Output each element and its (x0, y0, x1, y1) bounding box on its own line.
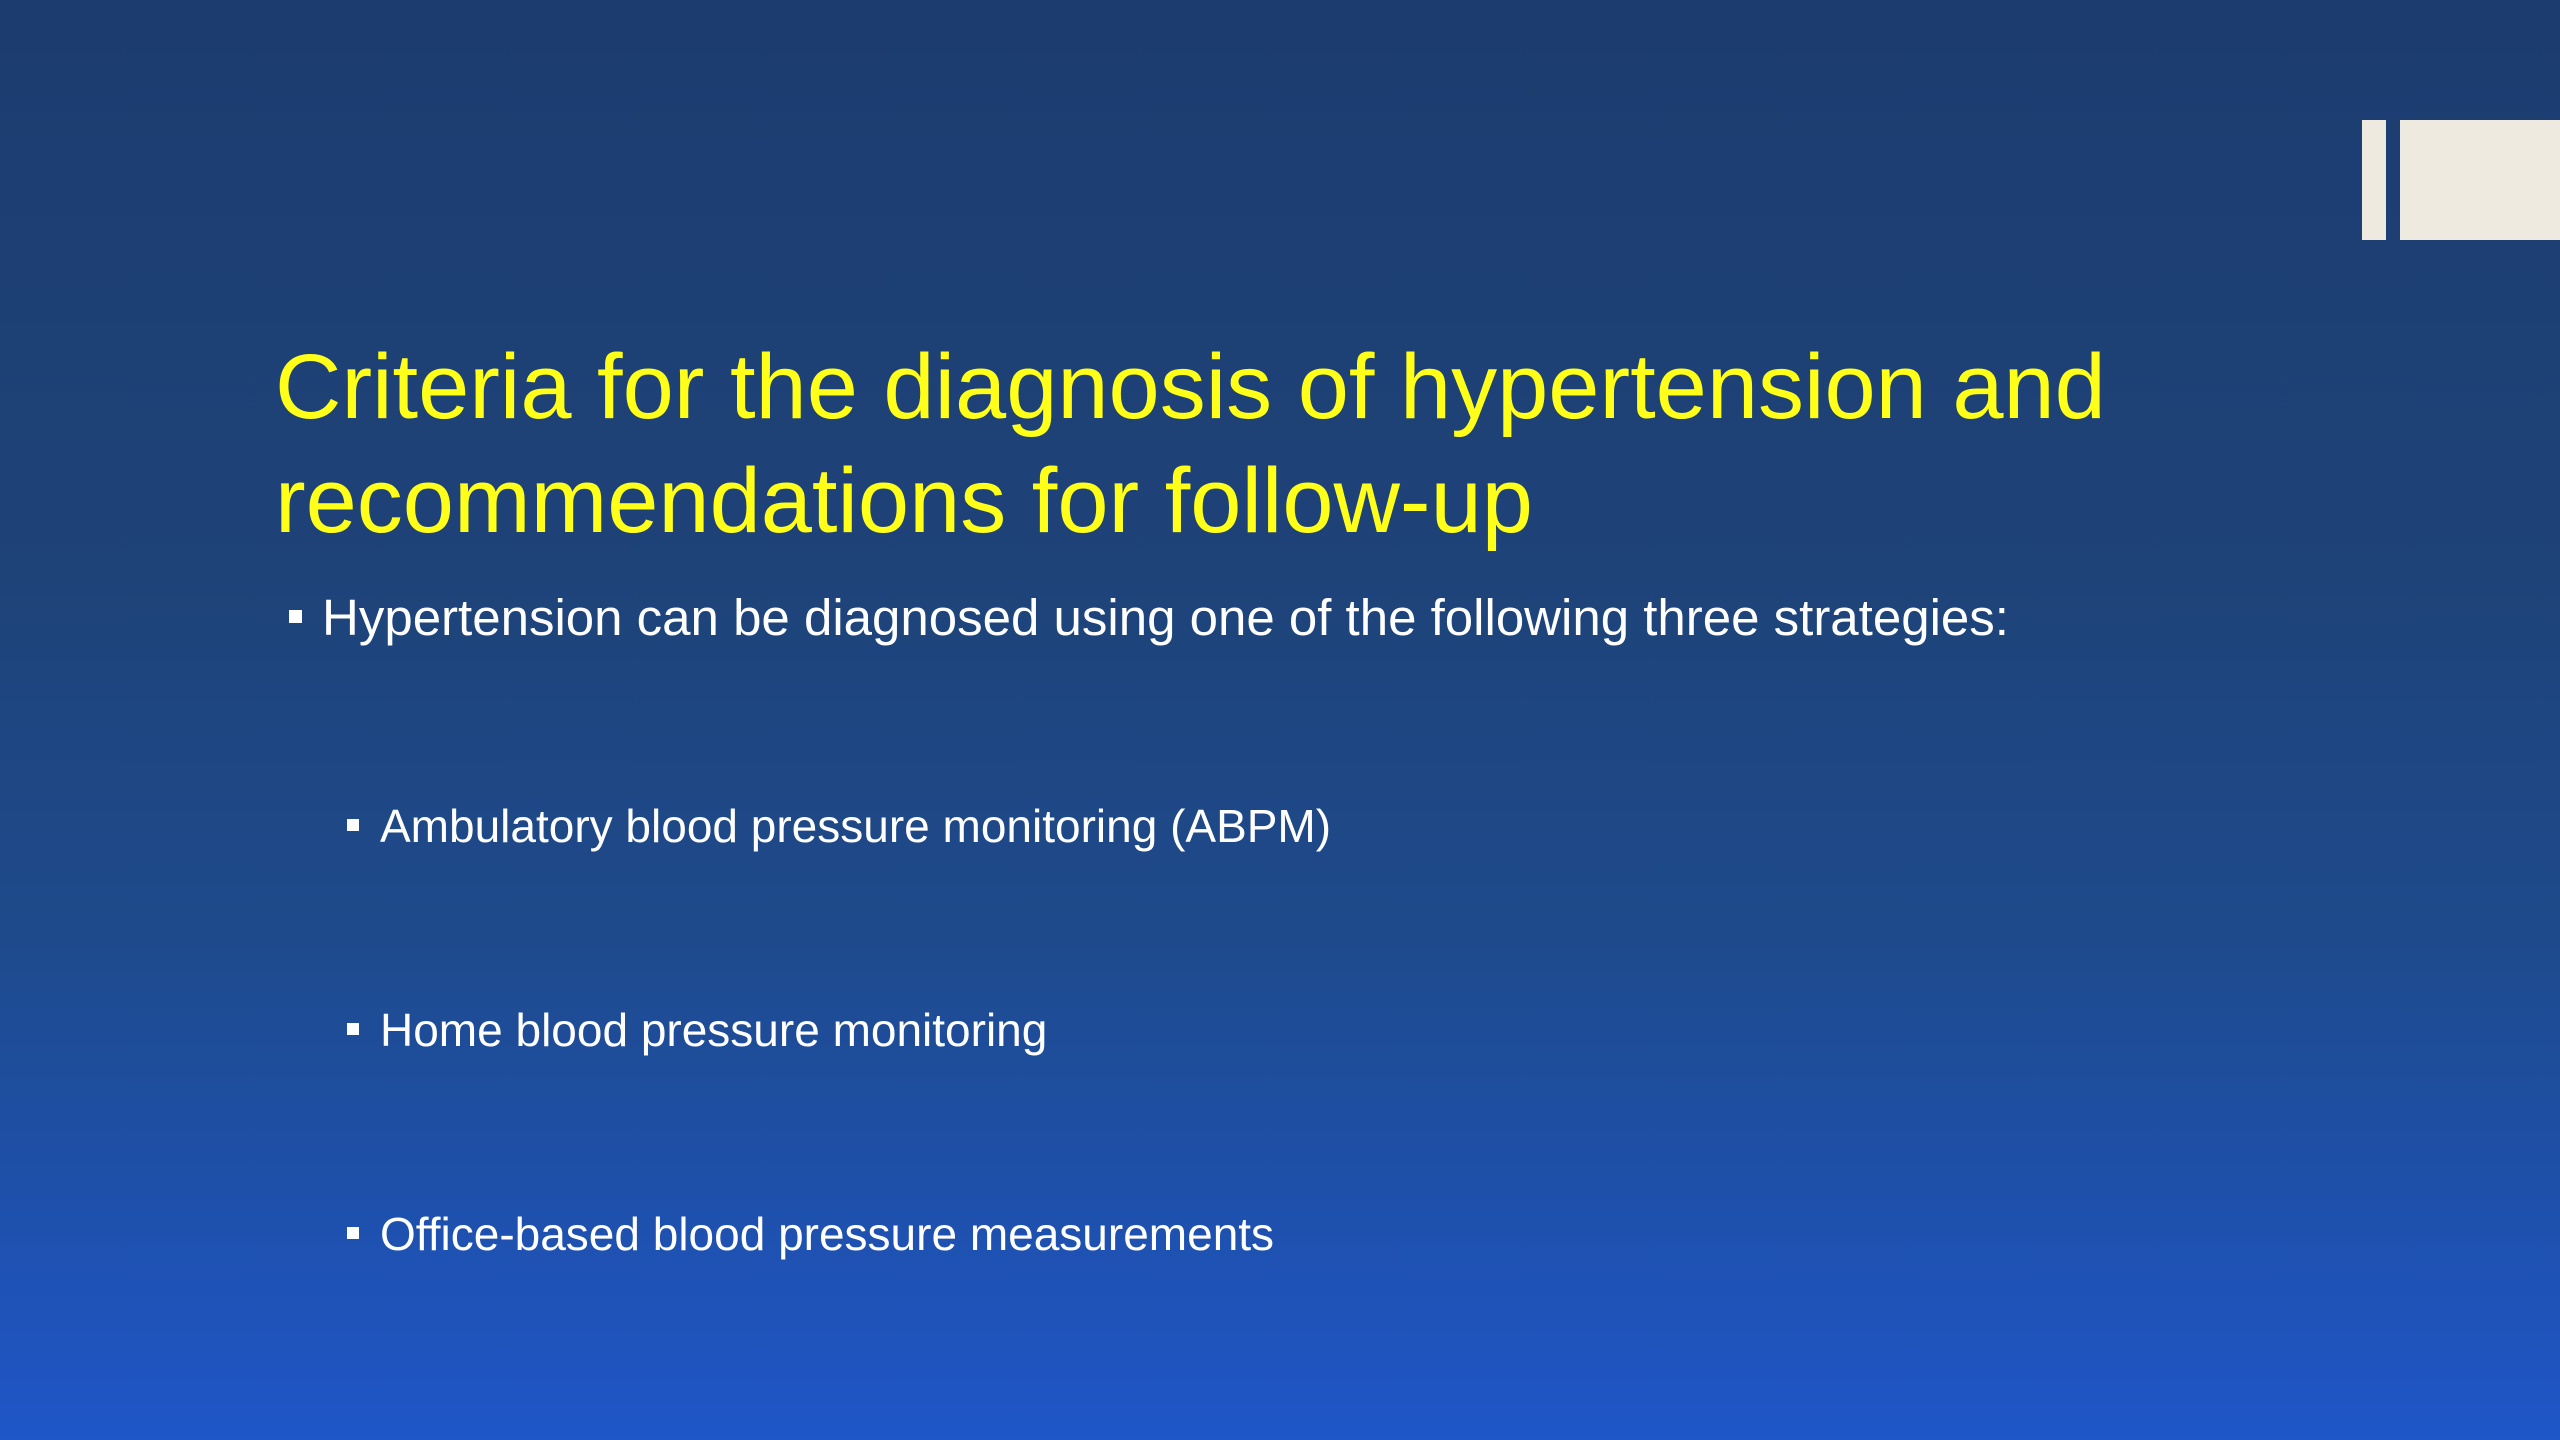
sub-bullet-text: Ambulatory blood pressure monitoring (ABPM) (380, 800, 1332, 852)
sub-bullet-item (380, 1204, 1274, 1264)
square-bullet-icon (289, 610, 302, 623)
sub-bullet-item (380, 1000, 1047, 1060)
square-bullet-icon (347, 819, 359, 831)
square-bullet-icon (347, 1227, 359, 1239)
accent-bar-thin (2362, 120, 2386, 240)
accent-bar-wide (2400, 120, 2560, 240)
bullet-item (322, 586, 2009, 650)
slide-title: Criteria for the diagnosis of hypertension and recommendations for follow-up (275, 336, 2106, 552)
sub-bullet-item (380, 796, 1331, 856)
sub-bullet-text: Home blood pressure monitoring (380, 1004, 1048, 1056)
sub-bullet-text: Office-based blood pressure measurements (380, 1208, 1275, 1260)
square-bullet-icon (347, 1023, 359, 1035)
bullet-text: Hypertension can be diagnosed using one of the following three strategies: (322, 589, 2009, 646)
